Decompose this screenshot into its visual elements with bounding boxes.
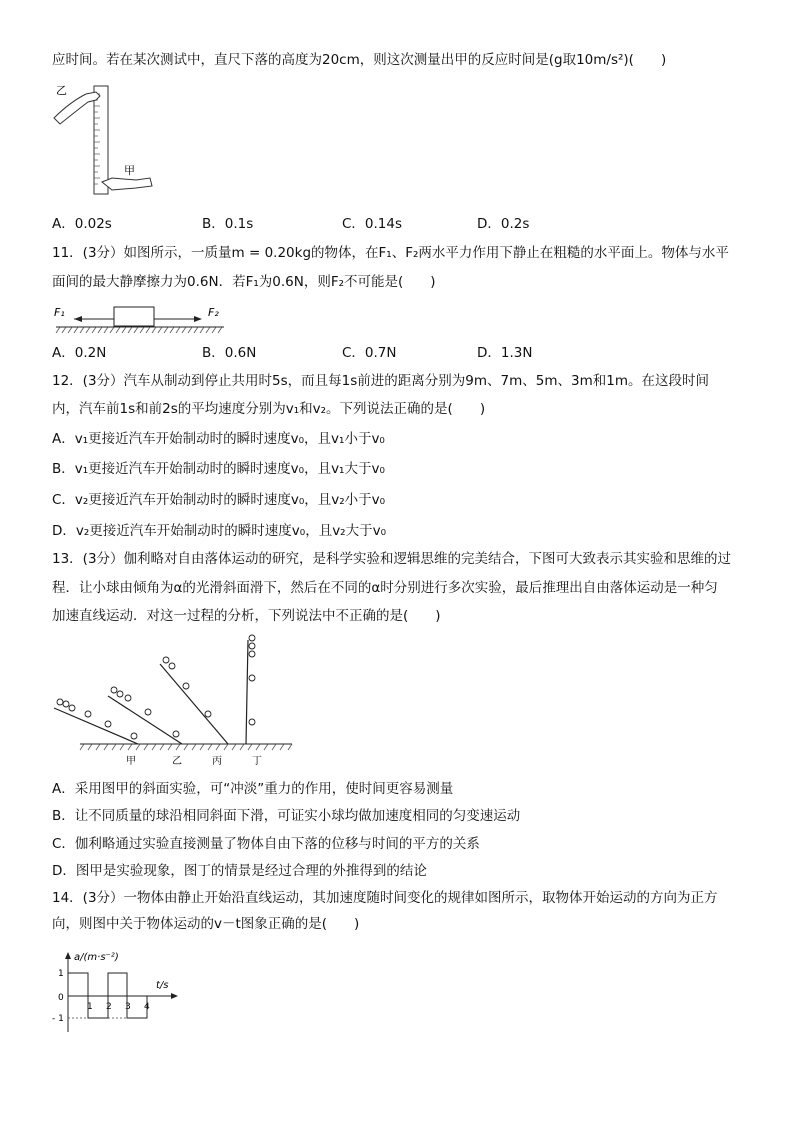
q11-option-b[interactable]: B．0.6N [202, 345, 257, 361]
q11-option-a[interactable]: A．0.2N [52, 345, 107, 361]
fig-label-jia: 甲 [124, 164, 135, 177]
fig-label-f1: F₁ [54, 306, 65, 319]
acceleration-time-graph [52, 946, 182, 1036]
fig-label-bing: 丙 [212, 756, 222, 767]
q10-options [52, 214, 752, 234]
fig-label-ding: 丁 [252, 756, 262, 767]
graph-xtick-3: 3 [125, 1002, 131, 1012]
q11-options [52, 343, 752, 363]
graph-ytick-1: 1 [58, 969, 64, 979]
q13-option-b[interactable]: B．让不同质量的球沿相同斜面下滑，可证实小球均做加速度相同的匀变速运动 [52, 808, 521, 824]
q13-option-c[interactable]: C．伽利略通过实验直接测量了物体自由下落的位移与时间的平方的关系 [52, 836, 480, 852]
q12-stem-line-2: 内，汽车前1s和前2s的平均速度分别为v₁和v₂。下列说法正确的是( ) [52, 401, 486, 417]
graph-ytick-minus1: - 1 [52, 1014, 64, 1024]
q12-option-b[interactable]: B．v₁更接近汽车开始制动时的瞬时速度v₀，且v₁大于v₀ [52, 461, 385, 477]
q10-option-a[interactable]: A．0.02s [52, 216, 112, 232]
q11-option-d[interactable]: D．1.3N [477, 345, 533, 361]
graph-xtick-4: 4 [144, 1002, 150, 1012]
q10-option-b[interactable]: B．0.1s [202, 216, 254, 232]
fig-label-f2: F₂ [208, 306, 219, 319]
q12-option-a[interactable]: A．v₁更接近汽车开始制动时的瞬时速度v₀，且v₁小于v₀ [52, 431, 385, 447]
q12-stem-line-1: 12．(3分）汽车从制动到停止共用时5s，而且每1s前进的距离分别为9m、7m、5m、3m和1m。在这段时间 [52, 373, 709, 389]
q10-option-c[interactable]: C．0.14s [342, 216, 403, 232]
q13-stem-line-3: 加速直线运动．对这一过程的分析，下列说法中不正确的是( ) [52, 608, 441, 624]
q13-stem-line-2: 程．让小球由倾角为α的光滑斜面滑下，然后在不同的α时分别进行多次实验，最后推理出自由落体运动是一种匀 [52, 580, 718, 596]
galileo-incline-figure [52, 632, 292, 770]
ruler-figure [52, 82, 162, 200]
q14-stem-line-1: 14．(3分）一物体由静止开始沿直线运动，其加速度随时间变化的规律如图所示，取物体开始运动的方向为正方 [52, 890, 718, 906]
graph-ytick-0: 0 [58, 993, 64, 1003]
q11-option-c[interactable]: C．0.7N [342, 345, 397, 361]
q12-option-c[interactable]: C．v₂更接近汽车开始制动时的瞬时速度v₀，且v₂小于v₀ [52, 492, 386, 508]
graph-xtick-2: 2 [106, 1002, 112, 1012]
q13-option-d[interactable]: D．图甲是实验现象，图丁的情景是经过合理的外推得到的结论 [52, 863, 427, 879]
graph-x-label: t/s [156, 980, 169, 991]
graph-y-label: a/(m·s⁻²) [74, 952, 119, 963]
graph-xtick-1: 1 [87, 1002, 93, 1012]
q12-option-d[interactable]: D．v₂更接近汽车开始制动时的瞬时速度v₀，且v₂大于v₀ [52, 523, 386, 539]
q10-stem-line: 应时间。若在某次测试中，直尺下落的高度为20cm，则这次测量出甲的反应时间是(g取10m/s²)( ) [52, 52, 667, 68]
force-figure [52, 302, 232, 338]
q13-stem-line-1: 13．(3分）伽利略对自由落体运动的研究，是科学实验和逻辑思维的完美结合，下图可大致表示其实验和思维的过 [52, 551, 732, 567]
fig-label-yi: 乙 [56, 84, 67, 97]
fig-label-jia: 甲 [126, 756, 136, 767]
q10-option-d[interactable]: D．0.2s [477, 216, 530, 232]
q11-stem-line-1: 11．(3分）如图所示，一质量m = 0.20kg的物体，在F₁、F₂两水平力作用下静止在粗糙的水平面上。物体与水平 [52, 245, 729, 261]
q11-stem-line-2: 面间的最大静摩擦力为0.6N．若F₁为0.6N，则F₂不可能是( ) [52, 274, 436, 290]
q13-option-a[interactable]: A．采用图甲的斜面实验，可“冲淡”重力的作用，使时间更容易测量 [52, 781, 454, 797]
q14-stem-line-2: 向，则图中关于物体运动的v－t图象正确的是( ) [52, 916, 360, 932]
fig-label-yi: 乙 [172, 756, 182, 767]
